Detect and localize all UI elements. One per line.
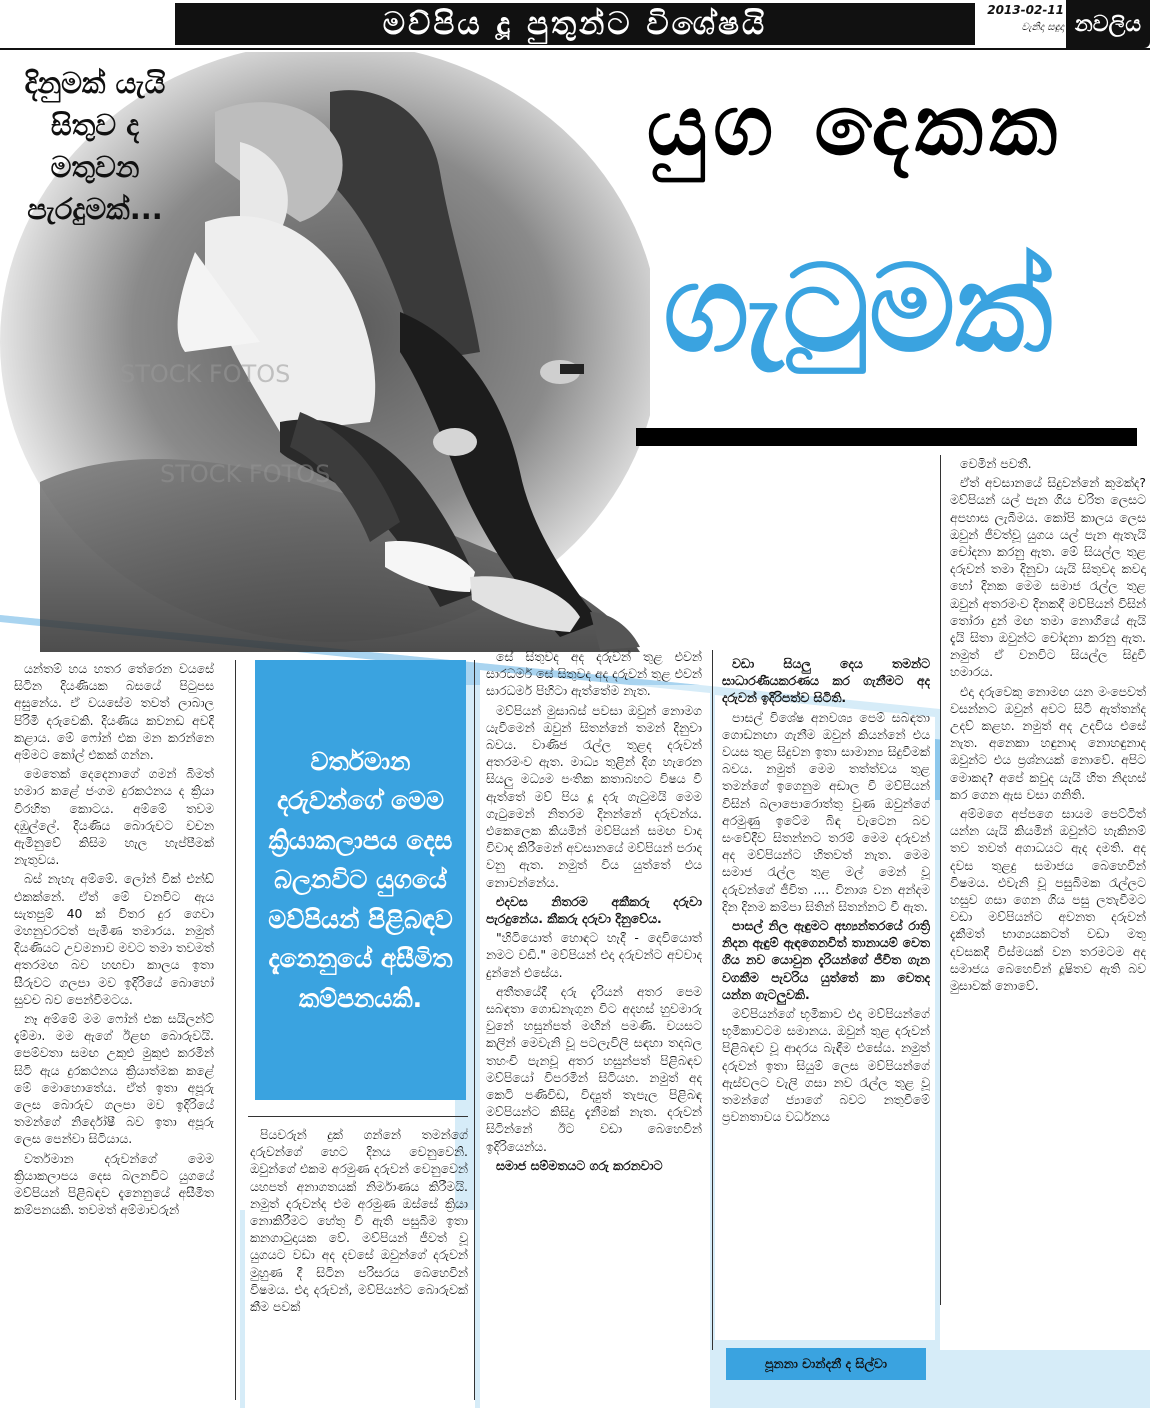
column-rule: [235, 660, 236, 1400]
paragraph: අම්මගෙ අප්පගෙ සායම පෙට්ටිත් යන්න යැයි කියමින් ඔවුන්ට හැකිනම් තව තවත් අගාධයට ඇද දමති. අද දවස තුළදු සමාජය බෙහෙවින් විෂමය. එවැනි වූ පසුබිමක රැල්ලට හසුව ගසා ගෙන ගිය පසු ලතැවීමට වඩා මව්පියන්ට අවනත දරුවන් දැකීමත් භාග්‍යයකටත් වඩා මතු දවසකදී විස්මයක් වන තරමටම අද සමාජය බෙහෙවින් දූෂිතව ඇති බව මුසාවක් නොවේ.: [950, 806, 1146, 994]
paragraph: පියවරුන් දුක් ගන්නේ තමන්ගේ දරුවන්ගේ හෙට දිනය වෙනුවෙනි. ඔවුන්ගේ එකම අරමුණ දරුවන් වෙනුවෙන් යහපත් අනාගතයක් නිර්මාණය කිරීමයි. නමුත් දරුවන්ද එම අරමුණ ඔස්සේ ක්‍රියා නොකිරීමට හේතු වී ඇති පසුබිම ඉතා කනගාටුදායක වේ. මව්පියන් ජීවත් වූ යුගයට වඩා අද දවසේ ඔවුන්ගේ දරුවන් මුහුණ දී සිටින පරිසරය බෙහෙවින් විෂමය. එදා දරුවන්, මව්පියන්ට බොරුවක් කීම පවක්: [250, 1127, 468, 1315]
article-column-1: [14, 660, 214, 1402]
section-rule: [248, 1116, 468, 1117]
masthead-logo: නවලිය: [1066, 0, 1150, 48]
page-header: [0, 0, 1150, 50]
paragraph: එදා දරුවෙකු නොමඟ යන මංපෙවත් වසන්නට ඔවුන් අවට සිටි ඇත්තන්ද උදව් කළහ. නමුත් අද උදවිය එසේ නැත. අනෙකා හඳුනාද නොහඳුනාද ඔවුන්ට එය ප්‍රශ්නයක් නොවේ. අපිට මොකද? අපේ කවුද යැයි හිත නිදහස් කර ගෙන ඇස වසා ගනිති.: [950, 683, 1146, 802]
paragraph: අතීතයේදී දරු දැරියන් අතර පෙම සබඳතා ගොඩනැගුන විට අදහස් හුවමාරු වුනේ හසුන්පත් මඟින් පමණි. වයසට කලින් මෙවැනි වූ පටලැවිලි සඳහා තදබල තහංචි පැනවූ අතර හසුන්පත් පිළිබඳව මව්පියෝ විපරමින් සිටියහ. නමුත් අද කෙටි පණිවිඩ, විද්‍යුත් තැපැල පිළිබඳ මව්පියන්ට කිසිදු දැනීමක් නැත. දරුවන් සිටින්නේ ඊට වඩා බෙහෙවින් ඉදිරියෙන්ය.: [486, 983, 702, 1154]
article-column-2: [250, 1126, 468, 1402]
issue-date-value: 2013-02-11: [987, 3, 1064, 17]
issue-day: වැනිදා සඳුදා: [1021, 22, 1064, 33]
headline-rule: [636, 428, 1137, 446]
paragraph: වෙමින් පවතී.: [960, 456, 1032, 471]
kicker-line: පැරදුමක්...: [27, 192, 163, 226]
paragraph: සේ සිතුවද අද දරුවන් තුළ එවන් සාරධර්ම සේ සිතුවද අද දරුවන් තුළ එවන් සාරධර්ම පිහිටා ඇත්තේම නැත.: [486, 649, 702, 699]
paragraph: නෑ අම්මේ මම ෆෝන් එක සයිලන්ට් දැම්මා. මම ඇගේ ඊළඟ බොරුවයි. පෙම්වතා සමඟ උකුළු මුකුළු කරමින් සිටි ඇය දුරකථනය ක්‍රියාත්මක කළේ මේ මොහොතේය. ඒත් ඉතා අපූරු ලෙස බොරුව ගලපා මව ඉදිරියේ තමන්ගේ නිර්දෝෂී බව ඉතා අපූරු ලෙස පෙන්වා සිටියාය.: [14, 1011, 214, 1147]
bold-paragraph: සමාජ සම්මතයට ගරු කරනවාට: [496, 1157, 663, 1173]
issue-date: [978, 3, 1064, 35]
column-rule: [940, 455, 941, 1305]
section-banner: මව්පිය දූ පුතුන්ට විශේෂයි: [175, 3, 975, 45]
paragraph: මව්පියන් මුසාබස් පවසා ඔවුන් නොමග යැවීමෙන් ඔවුන් සිතන්නේ තමන් දිනුවා බවය. වාණිජ රැල්ල තුළද දරුවන් අතරමංව ඇත. මාධ්‍ය තුළින් දිග හැරෙන සියලු මධ්‍යම පංතික කතාබහට විෂය වී ඇත්තේ මව් පිය දූ දරු ගැටුමයි මෙම ගැටුමෙන් නිතරම දිනන්නේ දරුවන්ය. එකෙලෙක කියමින් මව්පියන් සමඟ වාද විවාද කිරීමෙන් අවසානයේ මව්පියන් පරාද වනු ඇත. නමුත් විය යුත්තේ එය නොවන්නේය.: [486, 702, 702, 890]
paragraph: යන්තම් හය හතර තේරෙන වයසේ සිටින දියණියක බසයේ පිටුපස අසුනේය. ඒ වයසේම තවත් ලාබාල පිරිමි දරුවෙකි. දියණිය කවනඩ අවදි කළාය. මේ ෆෝන් එක මන කරන්නෙ අම්මට කෝල් එකක් ගන්න.: [14, 661, 214, 763]
paragraph: වර්තමාන දරුවන්ගේ මෙම ක්‍රියාකලාපය දෙස බලනවිට යුගයේ මව්පියන් පිළිබඳව දැනෙනුයේ අසීමිත කම්පනයකි. තවමත් අම්මාවරුන්: [14, 1150, 214, 1218]
author-byline: පූනනා චාන්දනී ද සිල්වා: [726, 1348, 926, 1380]
kicker-line: සිතුව ද: [50, 108, 140, 142]
kicker-text: [10, 62, 180, 230]
paragraph: "හිටියොත් හොඳට හැදී - දෙවියොත් නමට වඩී." මව්පියන් එදා දරුවන්ට අවවාද දුන්නේ එසේය.: [486, 930, 702, 980]
kicker-line: දිනුමක් යැයි: [24, 66, 166, 100]
bold-paragraph: එදවස නිතරම අකීකරු දරුවා පැරදුනේය. කීකරු දරුවා දිනුවේය.: [486, 893, 702, 927]
pull-quote: වර්තමාන දරුවන්ගේ මෙම ක්‍රියාකලාපය දෙස බලනවිට යුගයේ මව්පියන් පිළිබඳව දැනෙනුයේ අසීමිත කම්පනයකි.: [255, 660, 466, 1100]
header-rule: [0, 48, 1150, 50]
paragraph: ඒත් අවසානයේ සිදුවන්නේ කුමක්ද? මව්පියන් යල් පැන ගිය චරිත ලෙසට අපහාස ලැබීමය. කෝපි කාලය ලෙස ඔවුන් ජීවත්වූ යුගය යල් පැන ඇතැයි චෝදනා කරනු ඇත. මේ සියල්ල තුළ දරුවන් තමා දිනුවා යැයි සිතුවද කවදා හෝ දිනක මෙම සමාජ රැල්ල තුළ ඔවුන් අතරමංව දිනකදී මව්පියන් විසින් තෝරා දුන් මඟ තමා නොගියේ ඇයි දැයි සිතා ඔවුන්ට චෝදනා කරනු ඇත. නමුත් ඒ වනවිට සියල්ල සිදුවී හමාරය.: [950, 475, 1146, 680]
column-rule: [474, 660, 475, 1400]
article-column-4: [722, 655, 930, 1340]
kicker-line: මතුවන: [50, 150, 140, 184]
photo-watermark-2: STOCK FOTOS: [160, 460, 331, 488]
bold-paragraph: වඩා සියලු දෙය තමන්ට සාධාරණීයකරණය කර ගැනීමට අද දරුවන් ඉදිරිපත්ව සිටිති.: [722, 656, 930, 706]
paragraph: මෙතෙක් දෙදෙනාගේ ගමන් බිමත් හමාර කළේ ජංගම දුරකථනය ද ක්‍රියා විරහිත කොටය. අම්මේ තවම දඹුල්ලේ. දියණිය බොරුවට වචන ඇමිනුවේ කිසිම හැල හැප්පීමක් නැතුවය.: [14, 766, 214, 868]
headline-line-2: ගැටුමක්: [663, 240, 1053, 379]
article-column-3: [486, 648, 702, 1402]
headline-line-1: යුග දෙකක: [646, 76, 1064, 174]
photo-watermark: STOCK FOTOS: [120, 360, 291, 388]
paragraph: මව්පියන්ගේ භූමිකාව එදා මව්පියන්ගේ භූමිකාවටම සමානය. ඔවුන් තුළ දරුවන් පිළිබඳව වූ ආදරය බැඳීම එසේය. නමුත් දරුවන් ඉතා සියුම් ලෙස මව්පියන්ගේ ඇස්වලට වැලි ගසා නව රැල්ල තුළ වූ තමන්ගේ ජ්‍යාගේ බවට නතුවීමේ ප්‍රවනතාවය වර්ධනය: [722, 1006, 930, 1125]
paragraph: පාසල් විශේෂ අනවශ්‍ය පෙම් සබඳතා ගොඩනඟා ගැනීම ඔවුන් කියන්නේ එය වයස තුළ සිදුවන ඉතා සාමාන්‍ය සිදුවීමක් බවය. නමුත් මෙම තත්ත්වය තුළ තමන්ගේ ඉගෙනුම අඩාල වී මව්පියන් විසින් බලාපොරොත්තු වුණ ඔවුන්ගේ අරමුණු ඉටේම බිඳ වැටෙන බව සංවේදීව සිතන්නට තරම් මෙම දරුවන් අද මව්පියන්ට හිතවත් නැත. මෙම සමාජ රැල්ල තුළ මල් මෙන් වූ දරුවන්ගේ ජීවිත .... විනාශ වන අන්දම දින දිනම කම්පා සිතින් සිතන්නට වී ඇත.: [722, 709, 930, 914]
article-column-5: [950, 455, 1146, 1300]
column-rule: [712, 650, 713, 1350]
bold-paragraph: පාසල් නිල ඇඳුමට අභ්‍යන්තරයේ රාත්‍රි නිදන ඇඳුම් ඇඳගෙනවිත් තානායම් වෙත ගිය නව යොවුන දැරියන්ගේ ජීවිත ගැන වගකීම පැවරිය යුත්තේ කා වෙතද යන්න ගැටලුවකි.: [722, 918, 930, 1002]
paragraph: බස් නැහැ අම්මේ. ලෝන් වීක් එන්ඩ් එකක්නේ. ඒත් මේ වනවිට ඇය සැතපුම් 40 ක් විතර දුර ගෙවා මහනුවරටත් පැමිණ තමාරය. නමුත් දියණියට උවමනාව මවට තමා තවමත් අතරමඟ බව හඟවා කාලය ඉතා සීරුවට ගලපා මව ඉදිරියේ බොහෝ සුවච බව පෙන්වීමටය.: [14, 871, 214, 1007]
